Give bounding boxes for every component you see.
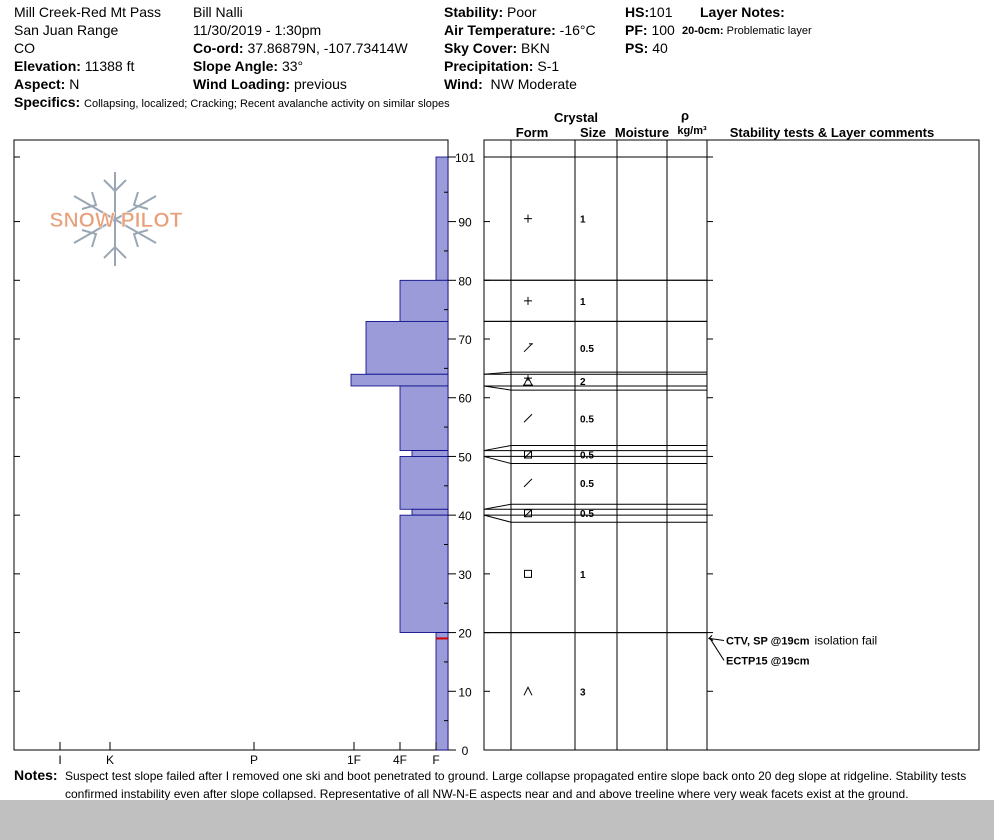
wind-loading-value: previous (293, 76, 347, 92)
form-header: Form (515, 125, 549, 140)
air-temp-label: Air Temperature: (444, 22, 556, 38)
hardness-tick-label: 1F (346, 753, 362, 767)
hardness-bar (400, 280, 448, 321)
crystal-form-icon (525, 570, 532, 577)
crystal-size: 0.5 (580, 414, 594, 426)
pf-label: PF: (625, 22, 648, 38)
hardness-bar (400, 386, 448, 451)
height-tick-label: 20 (458, 626, 472, 641)
height-tick-label: 30 (458, 567, 472, 582)
wind-loading-label: Wind Loading: (193, 76, 291, 92)
slope-value: 33° (281, 58, 304, 74)
logo-text: SNOW PILOT (49, 209, 183, 232)
layer-boundary (484, 456, 707, 463)
height-tick-label: 10 (458, 685, 472, 700)
size-header: Size (579, 125, 607, 140)
hardness-tick-label: 4F (392, 753, 408, 767)
precip-label: Precipitation: (444, 58, 534, 74)
crystal-size: 0.5 (580, 509, 594, 521)
notes-line-1: Suspect test slope failed after I removed one ski and boot penetrated to ground. Large collapse propagated entire slope back onto 20 deg slope at ridgeline. Stability tests (65, 769, 967, 783)
crystal-size: 0.5 (580, 478, 594, 490)
notes-row (14, 767, 58, 783)
hardness-axis (58, 742, 439, 767)
layer-boundary (484, 446, 707, 451)
pf-value: 100 (651, 22, 675, 38)
crystal-form-icon (524, 297, 532, 305)
hardness-bar (436, 157, 448, 280)
stability-label: Stability: (444, 4, 504, 20)
stability-tests-header: Stability tests & Layer comments (729, 125, 935, 140)
stability-tests (709, 633, 877, 667)
state: CO (14, 40, 35, 56)
layer-boundaries (484, 157, 707, 750)
layer-note-depth: 20-0cm: (682, 25, 724, 37)
hardness-tick-label: I (58, 753, 62, 767)
precip-value: S-1 (537, 58, 560, 74)
crystal-header: Crystal (553, 110, 599, 125)
hardness-tick-label: F (432, 753, 440, 767)
layer-boundary (484, 504, 707, 509)
hs-value: 101 (649, 4, 673, 20)
comment-ticks (484, 157, 713, 750)
hardness-tick-label: K (105, 753, 115, 767)
crystal-size: 3 (580, 687, 586, 699)
height-tick-label: 40 (458, 509, 472, 524)
height-tick-label: 90 (458, 215, 472, 230)
sky-value: BKN (521, 40, 550, 56)
height-tick-label: 80 (458, 274, 472, 289)
crystal-form-icon (524, 215, 532, 223)
layer-notes-label: Layer Notes: (700, 4, 785, 20)
crystal-form-icon (524, 344, 533, 352)
hardness-tick-label: P (249, 753, 259, 767)
elevation-value: 11388 ft (84, 58, 135, 74)
coord-value: 37.86879N, -107.73414W (247, 40, 408, 56)
stability-test-comment: isolation fail (814, 633, 878, 648)
observer: Bill Nalli (193, 4, 243, 20)
height-axis (14, 151, 475, 758)
hardness-bar (412, 509, 448, 515)
mountain-range: San Juan Range (14, 22, 119, 38)
moisture-header: Moisture (614, 125, 670, 140)
slope-label: Slope Angle: (193, 58, 279, 74)
hardness-bar (366, 321, 448, 374)
specifics-label: Specifics: (14, 94, 81, 110)
hardness-bar (400, 456, 448, 509)
wind-value: NW Moderate (490, 76, 577, 92)
crystal-size: 0.5 (580, 343, 594, 355)
rho-header: ρ (680, 108, 690, 123)
air-temp-value: -16°C (559, 22, 596, 38)
notes-line-2: confirmed instability even after slope collapsed. Representative of all NW-N-E aspects near and and above treeline where very weak facets exist at the ground. (65, 787, 909, 800)
crystal-size: 1 (580, 214, 586, 226)
stability-test-name: CTV, SP @19cm (726, 635, 810, 648)
hardness-bar (412, 451, 448, 457)
hardness-bar (436, 633, 448, 750)
height-tick-label: 0 (461, 744, 469, 758)
crystal-form-icon (524, 414, 532, 422)
wind-label: Wind: (444, 76, 483, 92)
hs-label: HS: (625, 4, 650, 20)
height-tick-label: 101 (454, 151, 476, 165)
crystal-form-icon (524, 687, 532, 695)
sky-label: Sky Cover: (444, 40, 518, 56)
crystal-form-icon (525, 510, 532, 517)
density-unit-header: kg/m³ (677, 125, 707, 137)
crystal-forms (523, 215, 533, 696)
layer-boundary (484, 515, 707, 522)
notes-label: Notes: (14, 767, 58, 783)
height-tick-label: 70 (458, 333, 472, 348)
hardness-bars (351, 157, 448, 750)
crystal-form-icon (524, 479, 532, 487)
specifics-value: Collapsing, localized; Cracking; Recent avalanche activity on similar slopes (84, 98, 450, 110)
layer-boundary (484, 386, 707, 390)
stability-test-pointer (710, 638, 724, 660)
datetime: 11/30/2019 - 1:30pm (193, 22, 322, 38)
layer-note-text: Problematic layer (726, 25, 812, 37)
ps-label: PS: (625, 40, 649, 56)
crystal-size: 1 (580, 296, 586, 308)
aspect-label: Aspect: (14, 76, 66, 92)
stability-value: Poor (507, 4, 537, 20)
height-tick-label: 60 (458, 391, 472, 406)
elevation-label: Elevation: (14, 58, 81, 74)
crystal-sizes (580, 215, 594, 699)
snowpilot-logo (50, 172, 183, 266)
crystal-size: 2 (580, 377, 586, 389)
crystal-form-icon (525, 451, 532, 458)
pointer-arrowhead (709, 635, 713, 640)
hardness-bar (351, 374, 448, 386)
crystal-size: 1 (580, 569, 586, 581)
stability-test-label (726, 633, 877, 647)
aspect-value: N (69, 76, 80, 92)
crystal-form-icon (523, 375, 533, 385)
crystal-size: 0.5 (580, 450, 594, 462)
stability-test-label (726, 655, 810, 667)
stability-test-name: ECTP15 @19cm (726, 655, 810, 668)
hardness-bar (400, 515, 448, 632)
ps-value: 40 (652, 40, 668, 56)
coord-label: Co-ord: (193, 40, 244, 56)
location: Mill Creek-Red Mt Pass (14, 4, 162, 20)
height-tick-label: 50 (458, 450, 472, 465)
